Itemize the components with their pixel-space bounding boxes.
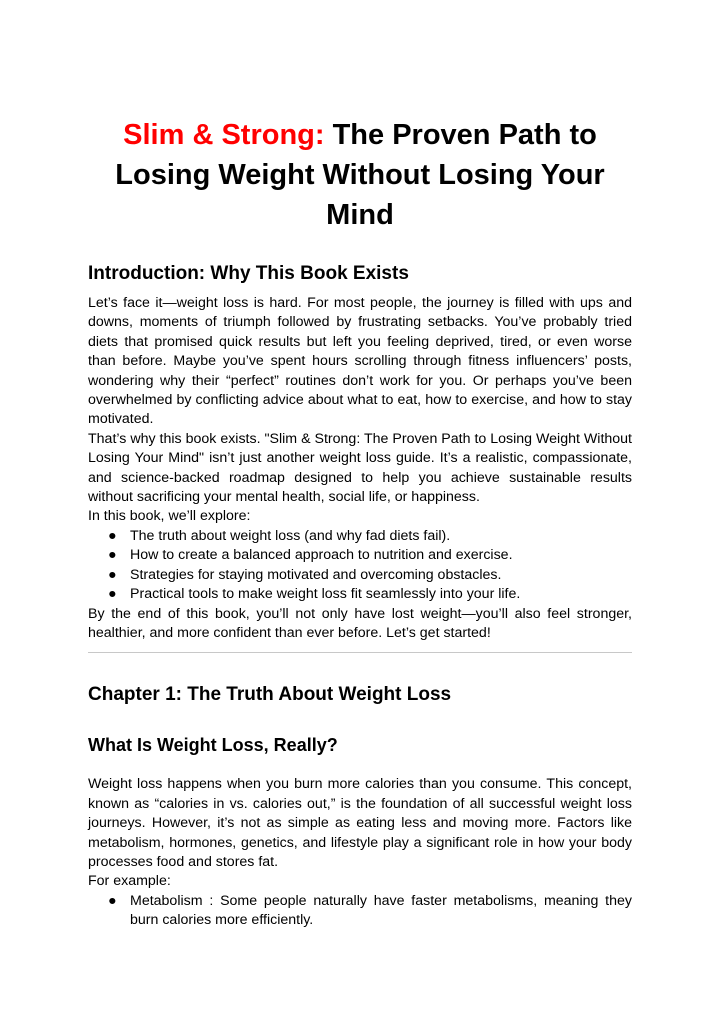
list-item: ● How to create a balanced approach to nutrition and exercise. <box>130 546 632 565</box>
intro-bullet-list <box>88 527 632 605</box>
chapter-1-section <box>88 775 632 930</box>
book-title-accent: Slim & Strong: <box>123 119 325 151</box>
list-item: ● Strategies for staying motivated and overcoming obstacles. <box>130 566 632 585</box>
chapter-1-bullet-list <box>88 892 632 931</box>
intro-paragraph-1: Let’s face it—weight loss is hard. For most people, the journey is filled with ups and downs, moments of triumph followed by frustrating setbacks. You’ve probably tried diets that promised quick results but left you feeling deprived, tired, or even worse than before. Maybe you’ve spent hours scrolling through fitness influencers’ posts, wondering why their “perfect” routines don’t work for you. Or perhaps you’ve been overwhelmed by conflicting advice about what to eat, how to exercise, and how to stay motivated. <box>88 295 632 428</box>
bullet-icon: ● <box>108 547 117 564</box>
section-divider <box>88 652 632 653</box>
bullet-icon: ● <box>108 527 117 544</box>
intro-section <box>88 294 632 643</box>
intro-paragraph-2: That’s why this book exists. "Slim & Strong: The Proven Path to Losing Weight Without Losing Your Mind" isn’t just another weight loss guide. It’s a realistic, compassionate, and science-backed roadmap designed to help you achieve sustainable results without sacrificing your mental health, social life, or happiness. <box>88 430 632 506</box>
intro-paragraph-4: By the end of this book, you’ll not only have lost weight—you’ll also feel stronger, healthier, and more confident than ever before. Let’s get started! <box>88 605 632 641</box>
intro-paragraph-3: In this book, we’ll explore: <box>88 508 251 525</box>
chapter-1-paragraph-2: For example: <box>88 873 171 890</box>
bullet-icon: ● <box>108 566 117 583</box>
book-title-rest: The Proven Path to Losing Weight Without Losing Your Mind <box>115 119 605 231</box>
bullet-icon: ● <box>108 586 117 603</box>
list-item: ● The truth about weight loss (and why fad diets fail). <box>130 527 632 546</box>
list-item: ● Practical tools to make weight loss fit seamlessly into your life. <box>130 585 632 604</box>
intro-heading: Introduction: Why This Book Exists <box>88 263 409 284</box>
chapter-1-paragraph-1: Weight loss happens when you burn more calories than you consume. This concept, known as “calories in vs. calories out,” is the foundation of all successful weight loss journeys. However, it’s not as simple as eating less and moving more. Factors like metabolism, hormones, genetics, and lifestyle play a significant role in how your body processes food and stores fat. <box>88 776 632 870</box>
bullet-icon: ● <box>108 892 117 909</box>
list-item: ● Metabolism : Some people naturally have faster metabolisms, meaning they burn calories more efficiently. <box>108 892 632 929</box>
book-title <box>88 0 632 235</box>
chapter-1-heading: Chapter 1: The Truth About Weight Loss <box>88 684 452 706</box>
chapter-1-subheading: What Is Weight Loss, Really? <box>88 735 338 756</box>
